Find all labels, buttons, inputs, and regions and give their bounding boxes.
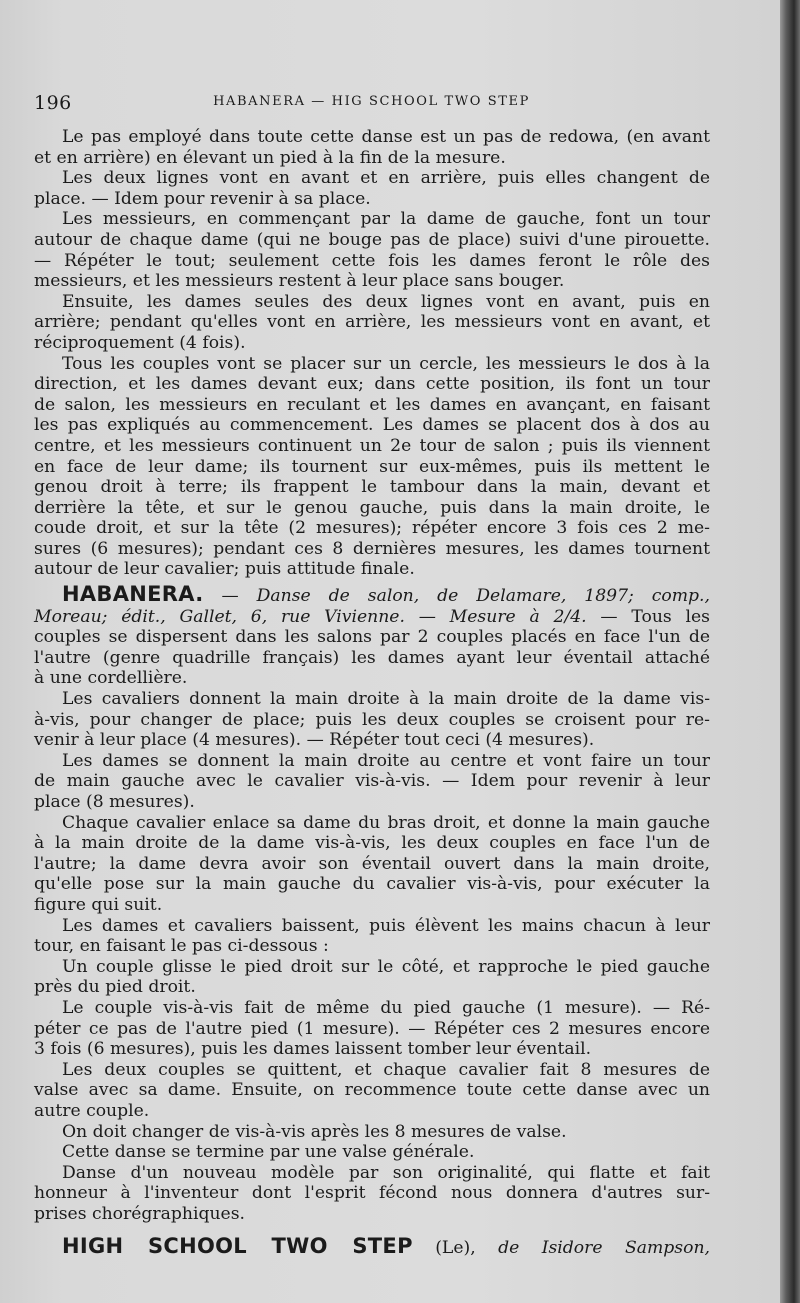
text-line: place. — Idem pour revenir à sa place. — [34, 188, 371, 209]
text-line: Les deux couples se quittent, et chaque cavalier fait 8 mesures de — [62, 1059, 710, 1080]
text-line: à-vis, pour changer de place; puis les deux couples se croisent pour re- — [34, 709, 710, 730]
text-line: prises chorégraphiques. — [34, 1203, 245, 1224]
text-line: arrière; pendant qu'elles vont en arrière, les messieurs vont en avant, et — [34, 312, 710, 333]
text-line: Un couple glisse le pied droit sur le côté, et rapproche le pied gauche — [62, 956, 710, 977]
text-line: Ensuite, les dames seules des deux lignes vont en avant, puis en — [62, 291, 710, 312]
text-line: On doit changer de vis-à-vis après les 8 mesures de valse. — [62, 1121, 567, 1142]
high-school-source: de Isidore Sampson, — [498, 1238, 710, 1259]
text-line: place (8 mesures). — [34, 792, 195, 812]
heading-dash: — — [203, 586, 257, 607]
high-school-title: HIGH SCHOOL TWO STEP — [62, 1234, 413, 1259]
text-line: autour de chaque dame (qui ne bouge pas de place) suivi d'une pirouette. — [34, 229, 710, 250]
text-line: figure qui suit. — [34, 894, 163, 915]
text-line: — Répéter le tout; seulement cette fois les dames feront le rôle des — [34, 250, 710, 271]
text-line: Chaque cavalier enlace sa dame du bras droit, et donne la main gauche — [62, 812, 710, 833]
text-fragment: (Le), — [412, 1238, 499, 1259]
text-line: genou droit à terre; ils frappent le tambour dans la main, devant et — [34, 477, 710, 498]
habanera-title: HABANERA. — [62, 582, 204, 607]
text-line: Le pas employé dans toute cette danse est un pas de redowa, (en avant — [62, 127, 710, 147]
text-line: autre couple. — [34, 1100, 150, 1121]
text-line: les pas expliqués au commencement. Les dames se placent dos à dos au — [34, 415, 710, 436]
running-head: HABANERA — HIG SCHOOL TWO STEP — [213, 94, 530, 109]
text-line: réciproquement (4 fois). — [34, 332, 246, 353]
text-line: Les cavaliers donnent la main droite à la main droite de la dame vis- — [62, 689, 710, 710]
habanera-heading-line — [34, 584, 710, 607]
text-line: de main gauche avec le cavalier vis-à-vis. — Idem pour revenir à leur — [34, 771, 710, 792]
text-line: à la main droite de la dame vis-à-vis, les deux couples en face l'un de — [34, 833, 710, 854]
text-line: 3 fois (6 mesures), puis les dames laissent tomber leur éventail. — [34, 1039, 592, 1060]
high-school-heading-line — [34, 1236, 710, 1259]
text-line: honneur à l'inventeur dont l'esprit fécond nous donnera d'autres sur- — [34, 1183, 710, 1204]
page-header — [34, 92, 709, 116]
text-line: autour de leur cavalier; puis attitude finale. — [34, 559, 415, 580]
text-line: Les dames se donnent la main droite au centre et vont faire un tour — [62, 750, 710, 771]
habanera-source: Danse de salon, de Delamare, 1897; comp., — [256, 586, 710, 607]
book-spine-edge — [780, 0, 800, 1303]
text-line: Cette danse se termine par une valse générale. — [62, 1142, 475, 1163]
text-line: en face de leur dame; ils tournent sur eux-mêmes, puis ils mettent le — [34, 456, 710, 477]
text-line: Le couple vis-à-vis fait de même du pied gauche (1 mesure). — Ré- — [62, 997, 710, 1018]
text-line: sures (6 mesures); pendant ces 8 dernières mesures, les dames tournent — [34, 538, 710, 559]
text-line: Danse d'un nouveau modèle par son originalité, qui flatte et fait — [62, 1162, 710, 1183]
text-line: Les deux lignes vont en avant et en arrière, puis elles changent de — [62, 168, 710, 189]
text-line: à une cordellière. — [34, 668, 188, 689]
text-line: Les messieurs, en commençant par la dame de gauche, font un tour — [62, 209, 710, 230]
page-number: 196 — [34, 92, 72, 114]
text-fragment: — Tous les — [586, 606, 710, 627]
text-line: messieurs, et les messieurs restent à leur place sans bouger. — [34, 271, 565, 292]
text-line: Tous les couples vont se placer sur un cercle, les messieurs le dos à la — [62, 353, 710, 374]
text-line: l'autre; la dame devra avoir son éventail ouvert dans la main droite, — [34, 853, 710, 874]
text-line: près du pied droit. — [34, 977, 196, 998]
text-line: venir à leur place (4 mesures). — Répéter tout ceci (4 mesures). — [34, 730, 595, 751]
text-line: de salon, les messieurs en reculant et les dames en avançant, en faisant — [34, 394, 710, 415]
text-line: centre, et les messieurs continuent un 2e tour de salon ; puis ils viennent — [34, 435, 710, 456]
page-body — [34, 127, 710, 1259]
text-line: l'autre (genre quadrille français) les dames ayant leur éventail attaché — [34, 647, 710, 668]
text-line: qu'elle pose sur la main gauche du cavalier vis-à-vis, pour exécuter la — [34, 874, 710, 895]
text-line: couples se dispersent dans les salons par 2 couples placés en face l'un de — [34, 627, 710, 648]
text-line: valse avec sa dame. Ensuite, on recommence toute cette danse avec un — [34, 1080, 710, 1101]
text-line: tour, en faisant le pas ci-dessous : — [34, 936, 329, 957]
text-line — [34, 607, 710, 628]
text-line: coude droit, et sur la tête (2 mesures); répéter encore 3 fois ces 2 me- — [34, 518, 710, 539]
text-line: derrière la tête, et sur le genou gauche, puis dans la main droite, le — [34, 497, 710, 518]
text-line: direction, et les dames devant eux; dans cette position, ils font un tour — [34, 374, 710, 395]
text-line: et en arrière) en élevant un pied à la fin de la mesure. — [34, 147, 506, 168]
text-line: péter ce pas de l'autre pied (1 mesure). — Répéter ces 2 mesures encore — [34, 1018, 710, 1039]
habanera-source-cont: Moreau; édit., Gallet, 6, rue Vivienne. — Mesure à 2/4. — [34, 606, 587, 627]
text-line: Les dames et cavaliers baissent, puis élèvent les mains chacun à leur — [62, 915, 710, 936]
